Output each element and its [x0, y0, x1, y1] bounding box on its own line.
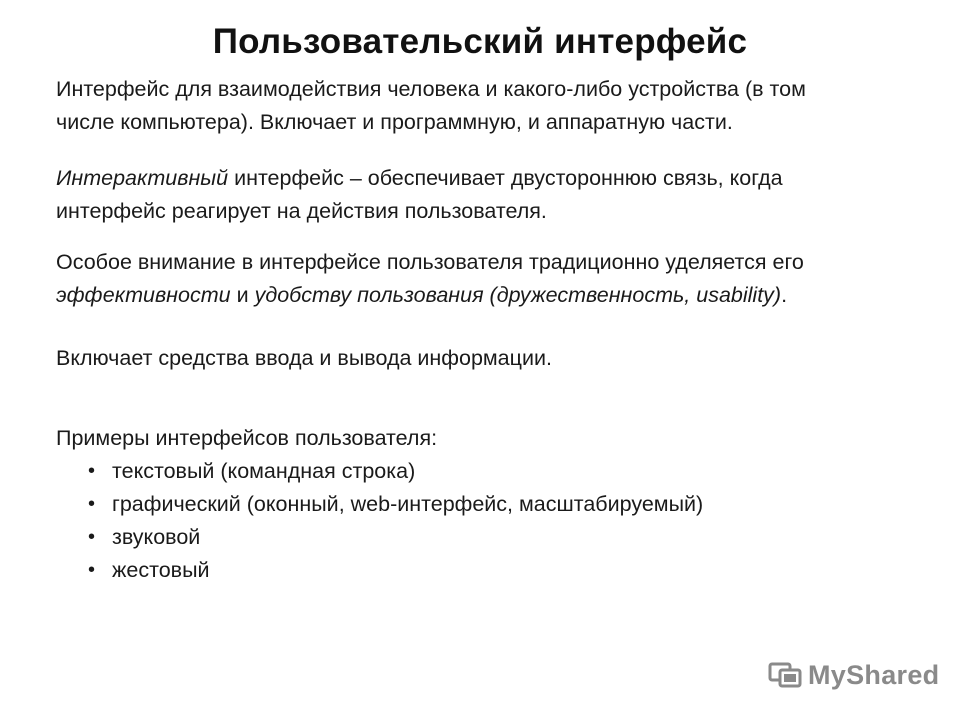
list-item-text: текстовый (командная строка): [112, 459, 416, 483]
paragraph-line: [56, 162, 916, 195]
paragraph-line: [56, 279, 916, 312]
bullet-icon: •: [88, 460, 96, 482]
examples-list: [56, 455, 916, 587]
myshared-logo-icon: [768, 660, 804, 690]
paragraph-io: Включает средства ввода и вывода информации.: [56, 346, 552, 370]
watermark-text: MyShared: [808, 659, 940, 690]
bullet-icon: •: [88, 559, 96, 581]
paragraph-usability: [56, 246, 916, 312]
paragraph-text: .: [781, 283, 788, 307]
list-item: [56, 554, 916, 587]
bullet-icon: •: [88, 526, 96, 548]
paragraph-line: интерфейс реагирует на действия пользователя.: [56, 199, 547, 223]
paragraph-text: и: [230, 283, 255, 307]
paragraph-line: числе компьютера). Включает и программную, и аппаратную части.: [56, 110, 733, 134]
paragraph-interactive: [56, 162, 916, 228]
paragraph-text: интерфейс – обеспечивает двустороннюю связь, когда: [228, 166, 783, 190]
slide-title: Пользовательский интерфейс: [212, 22, 748, 61]
list-item-text: звуковой: [112, 525, 201, 549]
list-item-text: жестовый: [112, 558, 210, 582]
paragraph-definition: [56, 73, 916, 139]
bullet-icon: •: [88, 493, 96, 515]
list-item-text: графический (оконный, web-интерфейс, масштабируемый): [112, 492, 704, 516]
list-item: [56, 455, 916, 488]
examples-heading: Примеры интерфейсов пользователя:: [56, 426, 438, 450]
paragraph-line: Интерфейс для взаимодействия человека и какого-либо устройства (в том: [56, 77, 806, 101]
paragraph-line: Особое внимание в интерфейсе пользователя традиционно уделяется его: [56, 250, 804, 274]
myshared-watermark[interactable]: [768, 658, 939, 692]
list-item: [56, 488, 916, 521]
italic-term: эффективности: [56, 283, 231, 307]
italic-term: удобству пользования (дружественность, usability): [254, 283, 782, 307]
list-item: [56, 521, 916, 554]
italic-term: Интерактивный: [56, 166, 229, 190]
